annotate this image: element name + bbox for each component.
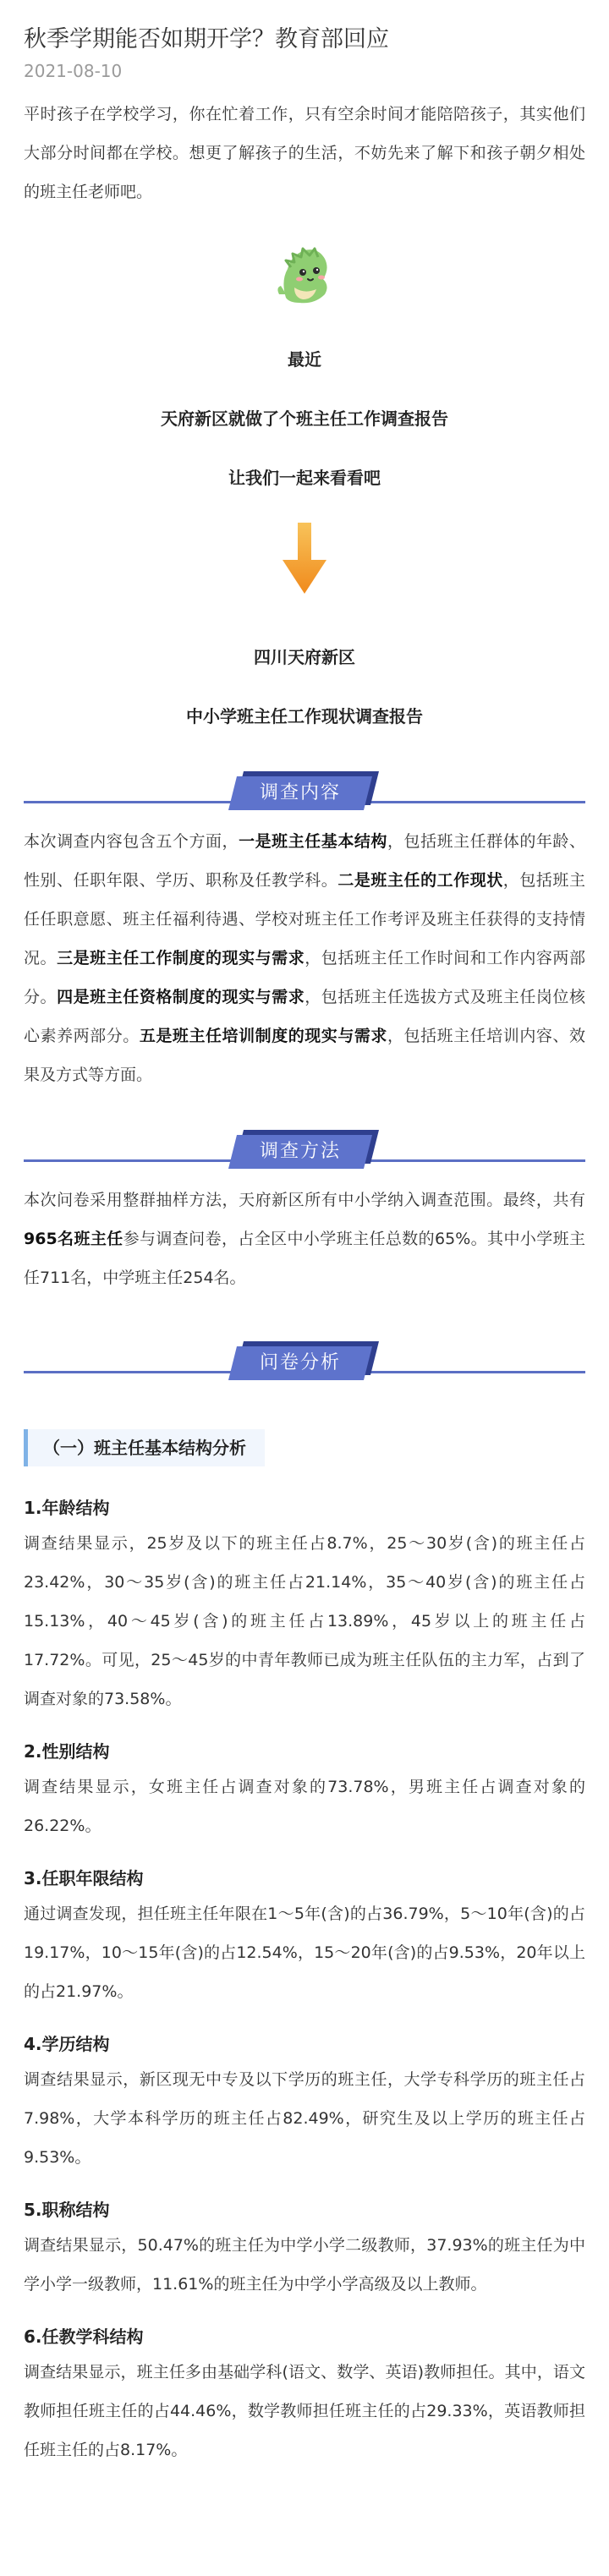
item-title: 1.年龄结构: [24, 1498, 110, 1518]
teaser-line-3: 让我们一起来看看吧: [228, 468, 381, 488]
item-title: 2.性别结构: [24, 1741, 110, 1762]
item-text: 调查结果显示，班主任多由基础学科(语文、数学、英语)教师担任。其中，语文教师担任班主任的占44.46%，数学教师担任班主任的占29.33%，英语教师担任班主任的占8.17%。: [24, 2363, 585, 2459]
article-title: 秋季学期能否如期开学？教育部回应: [24, 26, 389, 52]
analysis-item: [24, 2197, 585, 2304]
item-title: 4.学历结构: [24, 2034, 110, 2054]
item-text: 调查结果显示，女班主任占调查对象的73.78%，男班主任占调查对象的26.22%。: [24, 1778, 585, 1835]
section-header-content: [24, 771, 585, 812]
analysis-item: [24, 1495, 585, 1718]
report-region: 四川天府新区: [254, 647, 355, 667]
item-title: 5.职称结构: [24, 2200, 110, 2220]
item-text: 通过调查发现，担任班主任年限在1～5年(含)的占36.79%，5～10年(含)的占19.17%，10～15年(含)的占12.54%，15～20年(含)的占9.53%，20年以上的占21.97%。: [24, 1905, 585, 2001]
section-title: 调查方法: [259, 1141, 341, 1162]
item-title: 6.任教学科结构: [24, 2327, 144, 2347]
survey-method-paragraph: 本次问卷采用整群抽样方法，天府新区所有中小学纳入调查范围。最终，共有965名班主任参与调查问卷，占全区中小学班主任总数的65%。其中小学班主任711名，中学班主任254名。: [24, 1191, 586, 1287]
analysis-item: [24, 1739, 585, 1845]
teaser-line-1: 最近: [288, 349, 321, 370]
subsection-heading: （一）班主任基本结构分析: [24, 1429, 265, 1466]
item-title: 3.任职年限结构: [24, 1868, 144, 1888]
section-title: 问卷分析: [259, 1352, 341, 1373]
survey-content-paragraph: 本次调查内容包含五个方面，一是班主任基本结构，包括班主任群体的年龄、性别、任职年限、学历、职称及任教学科。二是班主任的工作现状，包括班主任任职意愿、班主任福利待遇、学校对班主任工作考评及班主任获得的支持情况。三是班主任工作制度的现实与需求，包括班主任工作时间和工作内容两部分。四是班主任资格制度的现实与需求，包括班主任选拔方式及班主任岗位核心素养两部分。五是班主任培训制度的现实与需求，包括班主任培训内容、效果及方式等方面。: [24, 832, 585, 1084]
analysis-item: [24, 1866, 585, 2011]
teaser-line-2: 天府新区就做了个班主任工作调查报告: [161, 408, 448, 429]
publish-date: 2021-08-10: [24, 61, 123, 81]
intro-paragraph: 平时孩子在学校学习，你在忙着工作，只有空余时间才能陪陪孩子，其实他们大部分时间都在学校。想更了解孩子的生活，不妨先来了解下和孩子朝夕相处的班主任老师吧。: [24, 105, 585, 201]
item-text: 调查结果显示，25岁及以下的班主任占8.7%，25～30岁(含)的班主任占23.42%，30～35岁(含)的班主任占21.14%，35～40岁(含)的班主任占15.13%，40～45岁(含)的班主任占13.89%，45岁以上的班主任占17.72%。可见，25～45岁的中青年教师已成为班主任队伍的主力军，占到了调查对象的73.58%。: [24, 1534, 585, 1708]
item-text: 调查结果显示，50.47%的班主任为中学小学二级教师，37.93%的班主任为中学小学一级教师，11.61%的班主任为中学小学高级及以上教师。: [24, 2236, 585, 2294]
analysis-item: [24, 2324, 585, 2469]
section-header-analysis: [24, 1341, 585, 1382]
item-text: 调查结果显示，新区现无中专及以下学历的班主任，大学专科学历的班主任占7.98%，大学本科学历的班主任占82.49%，研究生及以上学历的班主任占9.53%。: [24, 2070, 585, 2167]
report-title: 中小学班主任工作现状调查报告: [186, 706, 423, 726]
dinosaur-mascot-icon: [24, 238, 585, 310]
arrow-down-icon: [24, 523, 585, 594]
section-header-method: [24, 1130, 585, 1170]
analysis-item: [24, 2031, 585, 2177]
section-title: 调查内容: [259, 782, 341, 803]
